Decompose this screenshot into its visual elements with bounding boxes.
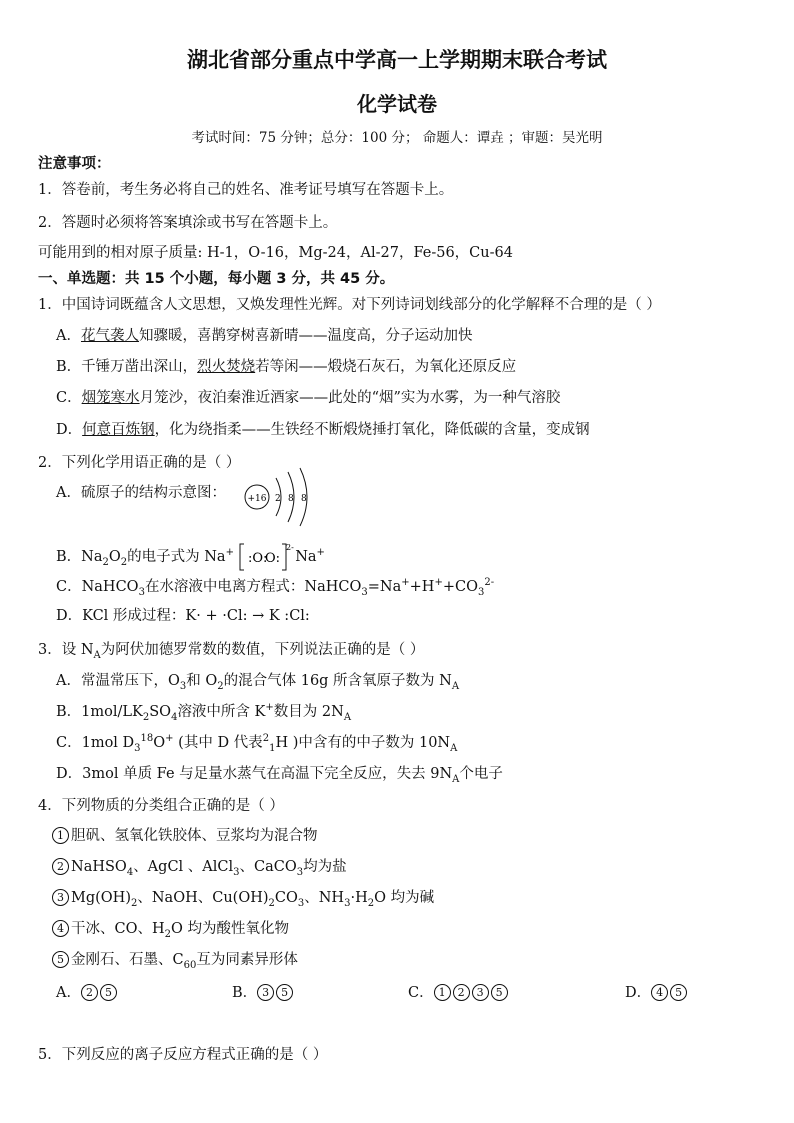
item-text: 干冰、CO、H <box>71 921 165 937</box>
subscript: 60 <box>183 959 197 971</box>
circled-number: 2 <box>81 984 98 1001</box>
option-text: +CO <box>442 579 478 595</box>
option-text: (其中 D 代表 <box>178 735 263 751</box>
item-text: CO <box>274 890 298 906</box>
subscript: 3 <box>134 742 141 754</box>
item-text: 金刚石、石墨、C <box>71 952 184 968</box>
stem-text: 为阿伏加德罗常数的数值，下列说法正确的是（ ） <box>100 642 425 658</box>
option-label: B． <box>232 985 258 1001</box>
circled-number: 4 <box>651 984 668 1001</box>
peroxide-electron-diagram <box>239 541 294 573</box>
subscript: A <box>451 680 460 692</box>
q4-item-2 <box>52 855 347 876</box>
arrow-icon: → <box>252 608 265 624</box>
subscript: 4 <box>171 711 178 723</box>
q3-option-a <box>56 669 459 690</box>
q4-stem: 4．下列物质的分类组合正确的是（ ） <box>38 798 284 814</box>
circled-number: 2 <box>453 984 470 1001</box>
q1-stem: 1．中国诗词既蕴含人文思想，又焕发理性光辉。对下列诗词划线部分的化学解释不合理的是（ ） <box>38 297 661 313</box>
superscript: 2 <box>262 733 270 745</box>
stem-text: 3．设 N <box>38 642 94 658</box>
q4-choice-b <box>232 981 295 1002</box>
subscript: 3 <box>179 680 187 692</box>
q3-option-d <box>56 762 503 783</box>
subscript: 3 <box>297 897 305 909</box>
item-text: 均为盐 <box>303 859 347 875</box>
subscript: 1 <box>269 742 276 754</box>
item-text: 、NH <box>304 890 345 906</box>
q2-option-c <box>56 575 494 596</box>
oxygen-symbol: :O: <box>247 551 268 566</box>
circled-number: 2 <box>52 858 69 875</box>
exam-subtitle: 化学试卷 <box>357 92 437 116</box>
option-text: D．KCl 形成过程： <box>56 608 186 624</box>
item-text: 胆矾、氢氧化铁胶体、豆浆均为混合物 <box>71 828 318 844</box>
circled-number: 3 <box>472 984 489 1001</box>
subscript: 3 <box>138 586 145 598</box>
item-text: Mg(OH) <box>71 890 131 906</box>
q3-option-b <box>56 700 351 721</box>
superscript: + <box>165 733 174 745</box>
q4-choice-a <box>56 981 119 1002</box>
option-text: 数目为 2N <box>273 704 344 720</box>
shell-2-count: 8 <box>288 494 294 504</box>
superscript: + <box>316 547 325 559</box>
superscript: + <box>225 547 234 559</box>
option-text: 个电子 <box>459 766 503 782</box>
q4-item-5 <box>52 948 298 969</box>
circled-number: 3 <box>257 984 274 1001</box>
option-text: =Na <box>367 579 402 595</box>
option-text: SO <box>149 704 172 720</box>
circled-number: 5 <box>52 951 69 968</box>
subscript: A <box>450 742 458 754</box>
subscript: 2 <box>367 897 375 909</box>
subscript: 2 <box>120 556 128 568</box>
underlined-text: 何意百炼钢 <box>82 422 155 438</box>
subscript: A <box>93 649 101 661</box>
note-item-2: 2．答题时必须将答案填涂或书写在答题卡上。 <box>38 215 338 231</box>
exam-meta: 考试时间：75 分钟；总分：100 分； 命题人：谭垚 ；审题：吴光明 <box>191 130 603 146</box>
subscript: 4 <box>126 866 134 878</box>
subscript: 3 <box>296 866 304 878</box>
option-text: 的电子式为 Na <box>127 549 226 565</box>
option-text: O <box>153 735 166 751</box>
q1-option-c <box>56 386 560 407</box>
oxygen-symbol: O: <box>264 551 280 566</box>
option-text: 在水溶液中电离方程式：NaHCO <box>144 579 362 595</box>
option-text: C．1mol D <box>56 735 135 751</box>
q4-item-4 <box>52 917 289 938</box>
subscript: A <box>452 773 460 785</box>
circled-number: 5 <box>100 984 117 1001</box>
superscript: + <box>401 577 410 589</box>
plus-sign: + <box>205 608 218 624</box>
circled-number: 5 <box>670 984 687 1001</box>
option-text: ，化为绕指柔——生铁经不断煅烧捶打氧化，降低碳的含量，变成钢 <box>154 422 590 438</box>
subscript: 2 <box>164 928 172 940</box>
subscript: 3 <box>233 866 240 878</box>
option-text: +H <box>409 579 435 595</box>
subscript: 2 <box>268 897 275 909</box>
sulfur-atom-diagram <box>238 466 318 528</box>
option-label: B． <box>56 359 82 375</box>
option-text: 知骤暖，喜鹊穿树喜新晴——温度高，分子运动加快 <box>138 328 473 344</box>
option-label: C． <box>408 985 434 1001</box>
item-text: NaHSO <box>71 859 127 875</box>
option-label: A． <box>56 328 81 344</box>
option-text: D．3mol 单质 Fe 与足量水蒸气在高温下完全反应，失去 9N <box>56 766 453 782</box>
circled-number: 1 <box>52 827 69 844</box>
q1-option-a <box>56 324 472 345</box>
chlorine-symbol: Cl: <box>226 608 248 624</box>
shell-1-count: 2 <box>275 494 281 504</box>
option-text: 千锤万凿出深山， <box>81 359 198 375</box>
option-text: A．硫原子的结构示意图： <box>56 485 226 501</box>
chlorine-symbol: Cl: <box>289 608 310 624</box>
option-label: D． <box>625 985 652 1001</box>
hydrogen-symbol: H <box>275 735 289 751</box>
circled-number: 5 <box>276 984 293 1001</box>
q2-stem: 2．下列化学用语正确的是（ ） <box>38 455 241 471</box>
option-text: C．NaHCO <box>56 579 139 595</box>
q4-item-3 <box>52 886 434 907</box>
potassium-symbol: K <box>268 608 280 624</box>
option-text: Na <box>295 549 317 565</box>
shell-3-count: 8 <box>301 494 307 504</box>
superscript: 2- <box>484 577 495 589</box>
item-text: 、NaOH、Cu(OH) <box>137 890 269 906</box>
q2-option-b: B．$Na_2O_2$的电子式为 Na+ :O: O: 2- Na+ <box>56 541 325 573</box>
subscript: 2 <box>217 680 224 692</box>
underlined-text: 烟笼寒水 <box>81 390 140 406</box>
potassium-symbol: K· <box>185 608 201 624</box>
q4-item-1 <box>52 824 318 845</box>
option-text: B．Na <box>56 549 103 565</box>
q2-option-a <box>56 481 226 502</box>
subscript: 2 <box>130 897 138 909</box>
exam-title: 湖北省部分重点中学高一上学期期末联合考试 <box>187 48 607 72</box>
section-heading: 一、单选题：共 15 个小题，每小题 3 分，共 45 分。 <box>38 271 395 287</box>
q3-stem <box>38 638 424 659</box>
q5-stem: 5．下列反应的离子反应方程式正确的是（ ） <box>38 1047 328 1063</box>
subscript: 2 <box>102 556 109 568</box>
q4-choice-c <box>408 981 510 1002</box>
item-text: O 均为酸性氧化物 <box>171 921 290 937</box>
nucleus-charge: +16 <box>247 494 267 504</box>
option-label: C． <box>56 390 82 406</box>
underlined-text: 花气袭人 <box>80 328 139 344</box>
circled-number: 1 <box>434 984 451 1001</box>
item-text: 互为同素异形体 <box>196 952 298 968</box>
option-text: B．1mol/LK <box>56 704 143 720</box>
option-text: A．常温常压下，O <box>56 673 180 689</box>
circled-number: 5 <box>491 984 508 1001</box>
circled-number: 3 <box>52 889 69 906</box>
note-item-1: 1．答卷前，考生务必将自己的姓名、准考证号填写在答题卡上。 <box>38 182 454 198</box>
option-text: 溶液中所含 K <box>177 704 266 720</box>
item-text: O 均为碱 <box>374 890 435 906</box>
notes-heading: 注意事项： <box>38 156 111 172</box>
subscript: 3 <box>477 586 485 598</box>
option-text: 和 O <box>186 673 218 689</box>
q4-choice-d <box>625 981 689 1002</box>
option-label: D． <box>56 422 83 438</box>
charge-label: 2- <box>285 543 294 552</box>
q3-option-c <box>56 731 457 752</box>
superscript: 18 <box>140 733 154 745</box>
q2-option-d: D．KCl 形成过程：K· + ·Cl: → K :Cl: <box>56 608 310 624</box>
item-text: 、CaCO <box>239 859 297 875</box>
atomic-masses: 可能用到的相对原子质量: H-1，O-16，Mg-24，Al-27，Fe-56，Cu-64 <box>38 245 513 261</box>
subscript: 3 <box>361 586 368 598</box>
q1-option-b <box>56 355 516 376</box>
circled-number: 4 <box>52 920 69 937</box>
option-text: 的混合气体 16g 所含氧原子数为 N <box>223 673 452 689</box>
superscript: + <box>265 702 274 714</box>
q1-option-d <box>56 418 590 439</box>
option-label: A． <box>56 985 81 1001</box>
subscript: 2 <box>142 711 150 723</box>
option-text: 若等闲——煅烧石灰石，为氧化还原反应 <box>255 359 517 375</box>
option-text: 月笼沙，夜泊秦淮近酒家——此处的“烟”实为水雾，为一种气溶胶 <box>139 390 561 406</box>
underlined-text: 烈火焚烧 <box>197 359 256 375</box>
item-text: ·H <box>350 890 368 906</box>
left-bracket <box>240 544 244 570</box>
subscript: A <box>343 711 352 723</box>
superscript: + <box>434 577 443 589</box>
option-text: )中含有的中子数为 10N <box>292 735 451 751</box>
subscript: 3 <box>344 897 351 909</box>
item-text: 、AgCl 、AlCl <box>133 859 234 875</box>
